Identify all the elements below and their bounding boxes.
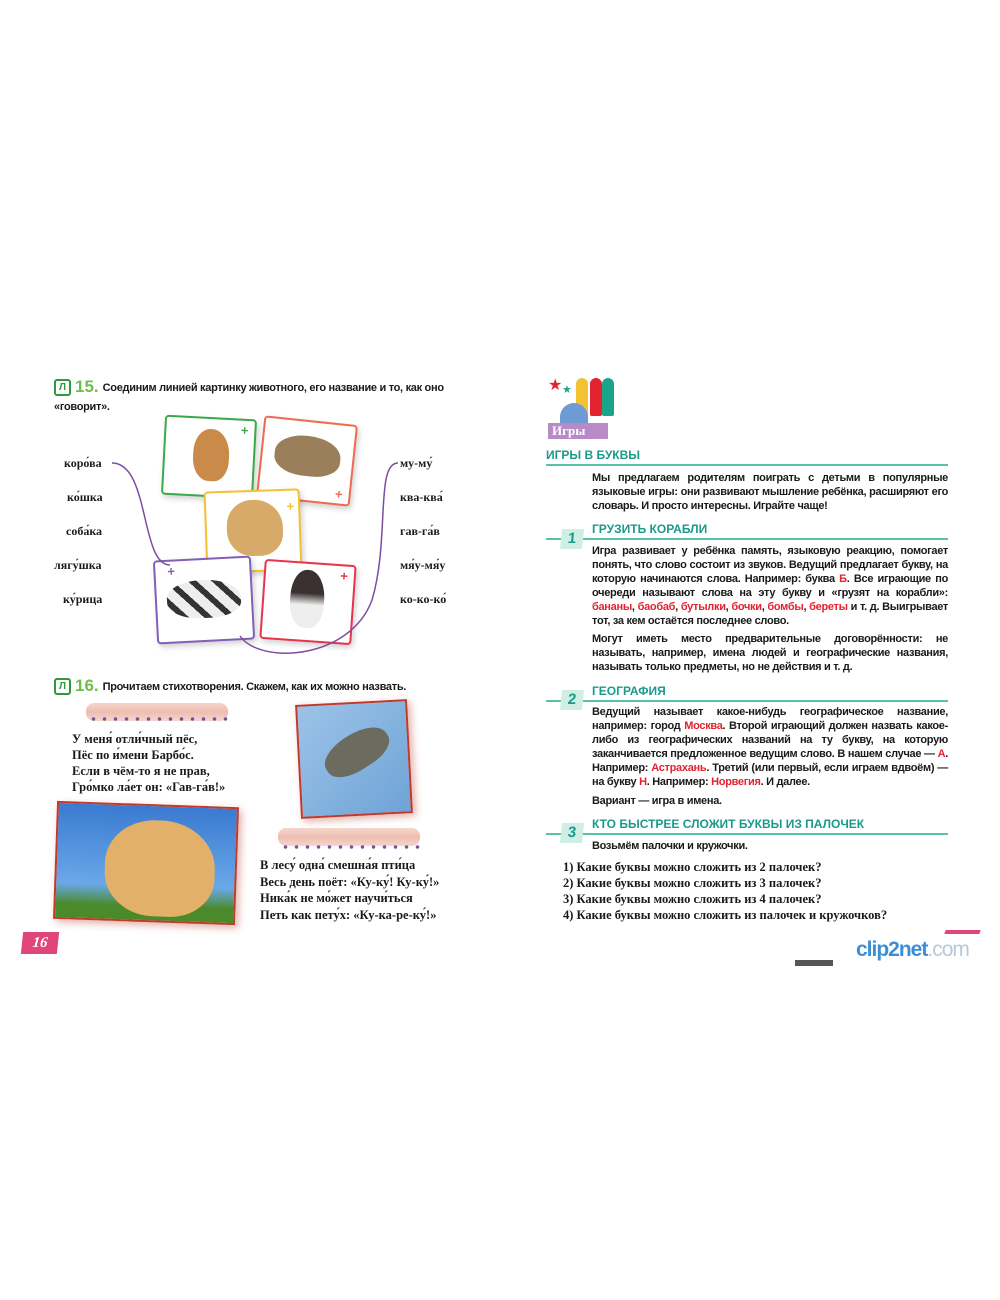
text-segment: . И далее. bbox=[760, 776, 810, 788]
question-3: 3) Какие буквы можно сложить из 4 палочек? bbox=[563, 892, 822, 906]
task-badge: Л bbox=[54, 678, 71, 695]
divider bbox=[546, 833, 948, 835]
star-icon: ★ bbox=[548, 377, 563, 394]
text-segment: Ведущий называет какое-нибудь географическое название, например: город bbox=[592, 706, 948, 732]
game-2-variant bbox=[592, 794, 948, 808]
divider bbox=[546, 538, 948, 540]
highlighted-word: Астрахань bbox=[651, 762, 707, 774]
text-segment: , bbox=[803, 601, 810, 613]
plus-icon: + bbox=[339, 568, 349, 584]
poem-line: Гро́мко ла́ет он: «Гав-га́в!» bbox=[72, 780, 226, 794]
game-2-title: ГЕОГРАФИЯ bbox=[592, 684, 666, 698]
text-segment: . Например: bbox=[646, 776, 712, 788]
task-number: 16. bbox=[75, 676, 99, 695]
task-number: 15. bbox=[75, 377, 99, 396]
text-segment: , bbox=[631, 601, 638, 613]
highlighted-word: баобаб bbox=[637, 601, 676, 613]
question-1: 1) Какие буквы можно сложить из 2 палочек? bbox=[563, 860, 822, 874]
animal-name-hen: ку́рица bbox=[63, 592, 103, 606]
text-segment: , bbox=[725, 601, 732, 613]
highlighted-word: Н bbox=[639, 776, 647, 788]
game-1-title: ГРУЗИТЬ КОРАБЛИ bbox=[592, 522, 708, 536]
sound-woof: гав-га́в bbox=[400, 524, 440, 538]
text-segment: , bbox=[675, 601, 681, 613]
connection-lines bbox=[0, 0, 500, 680]
text-segment: . Второй играющий должен назвать какое-либо из географических названий на ту букву, на которую заканчивается предложенное ведущим слово. В нашем случае — bbox=[592, 720, 948, 760]
poem-line: В лесу́ одна́ смешна́я пти́ца bbox=[260, 858, 416, 872]
star-icon: ★ bbox=[562, 384, 572, 396]
game-3-number: 3 bbox=[560, 823, 584, 843]
poem-line: У меня́ отли́чный пёс, bbox=[72, 732, 198, 746]
animal-name-dog: соба́ка bbox=[66, 524, 103, 538]
game-1-note bbox=[592, 632, 948, 674]
dark-bar bbox=[795, 960, 833, 966]
text-segment: Возьмём палочки и кружочки. bbox=[592, 840, 748, 852]
highlighted-word: бомбы bbox=[767, 601, 804, 613]
text-segment: . Например: bbox=[592, 748, 948, 774]
game-piece-icon bbox=[590, 378, 602, 416]
text-segment: Вариант — игра в имена. bbox=[592, 795, 722, 807]
text-segment: Мы предлагаем родителям поиграть с детьми в популярные языковые игры: они развивают мышление ребёнка, расширяют его словарь. И просто интересны. Играйте чаще! bbox=[592, 472, 948, 512]
dog-photo bbox=[53, 801, 239, 925]
page-number: 16 bbox=[21, 932, 59, 954]
highlighted-word: Б bbox=[839, 573, 847, 585]
plus-icon: + bbox=[334, 486, 344, 502]
line-cow-name bbox=[112, 463, 170, 565]
watermark-brand: clip2net bbox=[856, 938, 928, 961]
highlighted-word: бананы bbox=[592, 601, 632, 613]
highlighted-word: бочки bbox=[731, 601, 762, 613]
sound-meow: мя́у-мя́у bbox=[400, 558, 446, 572]
poem-line: Ника́к не мо́жет научи́ться bbox=[260, 891, 413, 905]
sound-cluck: ко-ко-ко́ bbox=[400, 592, 447, 606]
text-segment: и т. д. Выигрывает тот, за кем остаётся последнее слово. bbox=[592, 601, 949, 627]
question-2: 2) Какие буквы можно сложить из 3 палочек? bbox=[563, 876, 822, 890]
poem-line: Пёс по и́мени Барбо́с. bbox=[72, 748, 194, 762]
highlighted-word: береты bbox=[809, 601, 848, 613]
game-piece-icon bbox=[602, 378, 614, 416]
animal-name-cat: ко́шка bbox=[67, 490, 103, 504]
watermark-suffix: .com bbox=[927, 938, 969, 961]
game-3-title: КТО БЫСТРЕЕ СЛОЖИТ БУКВЫ ИЗ ПАЛОЧЕК bbox=[592, 817, 865, 831]
plus-icon: + bbox=[240, 422, 249, 439]
title-placeholder-smear bbox=[278, 828, 420, 846]
line-cow-sound bbox=[240, 463, 398, 653]
animal-name-frog: лягу́шка bbox=[54, 558, 102, 572]
task-text: Прочитаем стихотворения. Скажем, как их можно назвать. bbox=[102, 681, 407, 694]
text-segment: Могут иметь место предварительные договорённости: не называть, например, имена людей и географические названия, называть только предметы, но не действия и т. д. bbox=[592, 633, 948, 673]
section-title: ИГРЫ В БУКВЫ bbox=[546, 448, 641, 462]
ball-icon bbox=[560, 403, 588, 425]
task-text: Соединим линией картинку животного, его название и то, как оно «говорит». bbox=[54, 382, 444, 413]
plus-icon[interactable]: + bbox=[167, 563, 176, 579]
intro-paragraph bbox=[592, 471, 948, 513]
dotted-line bbox=[88, 717, 228, 721]
cuckoo-photo bbox=[295, 699, 413, 819]
dog-image bbox=[103, 819, 216, 919]
divider bbox=[546, 700, 948, 702]
game-2-paragraph bbox=[592, 705, 948, 789]
game-1-paragraph bbox=[592, 544, 948, 628]
poem-line: Петь как пету́х: «Ку-ка-ре-ку́!» bbox=[260, 907, 437, 922]
poem-cuckoo bbox=[260, 857, 439, 923]
clip2net-watermark bbox=[856, 938, 969, 962]
dotted-line bbox=[280, 845, 420, 849]
game-2-number: 2 bbox=[560, 690, 584, 710]
highlighted-word: Москва bbox=[684, 720, 723, 732]
highlighted-word: бутылки bbox=[680, 601, 726, 613]
divider bbox=[546, 464, 948, 466]
task-16-header bbox=[54, 676, 474, 696]
highlighted-word: А bbox=[937, 748, 946, 760]
text-segment: Игра развивает у ребёнка память, языковую реакцию, помогает понять, что слово состоит из звуков. Ведущий предлагает букву, на которую начинаются слова. Например: буква bbox=[592, 545, 948, 585]
game-1-number: 1 bbox=[560, 529, 584, 549]
highlighted-word: Норвегия bbox=[711, 776, 761, 788]
plus-icon: + bbox=[286, 498, 295, 514]
games-logo bbox=[546, 375, 612, 441]
question-4: 4) Какие буквы можно сложить из палочек и кружочков? bbox=[563, 908, 888, 922]
sound-moo: му-му́ bbox=[400, 456, 433, 470]
pink-accent bbox=[944, 930, 980, 934]
poem-line: Весь день поёт: «Ку-ку́! Ку-ку́!» bbox=[260, 874, 440, 889]
poem-dog bbox=[72, 731, 225, 795]
text-segment: . Третий (или первый, если играем вдвоём) — на букву bbox=[592, 762, 948, 788]
animal-name-cow: коро́ва bbox=[64, 456, 102, 470]
game-3-paragraph bbox=[592, 839, 948, 853]
sound-croak: ква-ква́ bbox=[400, 490, 443, 504]
text-segment: , bbox=[761, 601, 768, 613]
poem-line: Если в чём-то я не прав, bbox=[72, 764, 210, 778]
task-badge: Л bbox=[54, 379, 71, 396]
text-segment: . Все играющие по очереди называют слова на эту букву и «грузят на корабли»: bbox=[592, 573, 949, 599]
games-label: Игры bbox=[548, 423, 608, 439]
bird-image bbox=[317, 718, 395, 786]
